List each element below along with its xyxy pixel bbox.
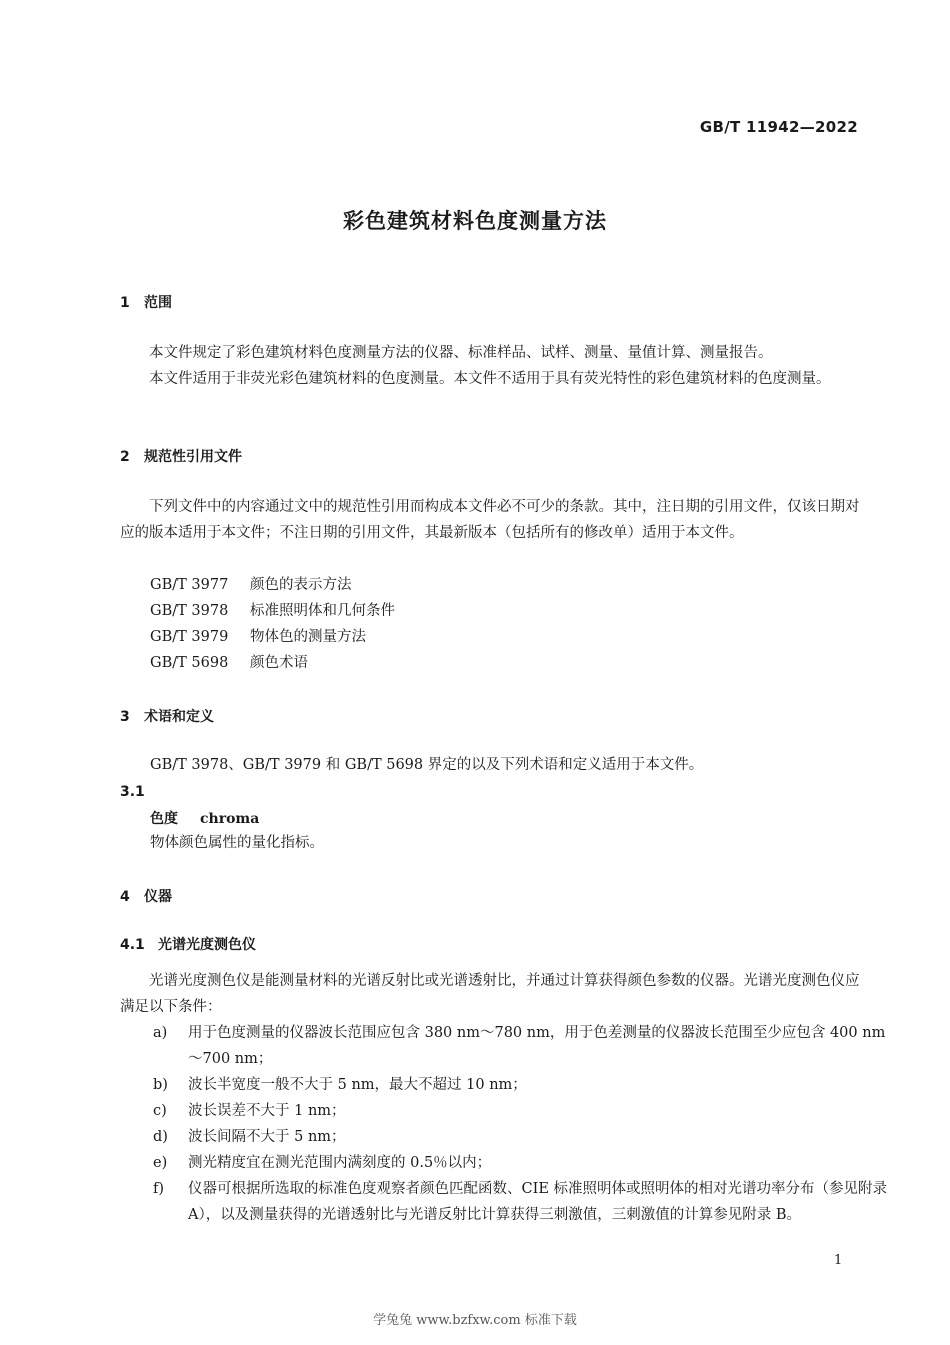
page-number: 1	[834, 1253, 843, 1268]
list-item	[153, 1150, 895, 1176]
reference-item	[150, 650, 308, 676]
reference-code: GB/T 3978	[150, 603, 229, 619]
term-heading	[150, 808, 259, 828]
list-label: a)	[153, 1025, 168, 1041]
section-3-heading	[120, 706, 214, 726]
instrument-paragraph: 光谱光度测色仪是能测量材料的光谱反射比或光谱透射比，并通过计算获得颜色参数的仪器。光谱光度测色仪应满足以下条件：	[120, 973, 860, 1015]
subsection-4-1-heading	[120, 934, 256, 954]
list-text: 仪器可根据所选取的标准色度观察者颜色匹配函数、CIE 标准照明体或照明体的相对光谱功率分布（参见附录 A），以及测量获得的光谱透射比与光谱反射比计算获得三刺激值，三刺激值的计算参见附录 B。	[188, 1181, 888, 1223]
section-title: 范围	[144, 295, 172, 311]
section-number: 3	[120, 709, 130, 725]
term-english: chroma	[200, 811, 260, 827]
standard-number: GB/T 11942—2022	[699, 118, 858, 136]
term-chinese: 色度	[150, 811, 178, 827]
term-number: 3.1	[120, 784, 145, 800]
document-title: 彩色建筑材料色度测量方法	[343, 209, 607, 233]
section-number: 1	[120, 295, 130, 311]
reference-code: GB/T 3977	[150, 577, 229, 593]
list-item	[153, 1020, 895, 1072]
list-label: c)	[153, 1103, 167, 1119]
list-item	[153, 1176, 895, 1228]
list-label: d)	[153, 1129, 168, 1145]
footer-watermark: 学兔兔 www.bzfxw.com 标准下载	[373, 1313, 577, 1328]
list-label: e)	[153, 1155, 168, 1171]
list-text: 用于色度测量的仪器波长范围应包含 380 nm～780 nm，用于色差测量的仪器波长范围至少应包含 400 nm～700 nm；	[188, 1025, 886, 1067]
reference-name: 颜色的表示方法	[250, 577, 352, 593]
section-2-heading	[120, 446, 242, 466]
section-title: 仪器	[144, 889, 172, 905]
section-4-heading	[120, 886, 172, 906]
section-title: 规范性引用文件	[144, 449, 242, 465]
term-definition: 物体颜色属性的量化指标。	[150, 835, 324, 851]
list-item	[153, 1072, 895, 1098]
reference-name: 标准照明体和几何条件	[250, 603, 395, 619]
reference-name: 物体色的测量方法	[250, 629, 366, 645]
list-text: 波长半宽度一般不大于 5 nm，最大不超过 10 nm；	[188, 1077, 527, 1093]
list-label: f)	[153, 1181, 165, 1197]
scope-paragraph-1: 本文件规定了彩色建筑材料色度测量方法的仪器、标准样品、试样、测量、量值计算、测量报告。	[149, 345, 773, 361]
list-label: b)	[153, 1077, 168, 1093]
list-text: 测光精度宜在测光范围内满刻度的 0.5％以内；	[188, 1155, 492, 1171]
section-title: 术语和定义	[144, 709, 214, 725]
reference-item	[150, 598, 395, 624]
section-number: 2	[120, 449, 130, 465]
subsection-number: 4.1	[120, 937, 145, 953]
list-item	[153, 1098, 895, 1124]
terms-intro-paragraph: GB/T 3978、GB/T 3979 和 GB/T 5698 界定的以及下列术语和定义适用于本文件。	[150, 757, 704, 773]
scope-paragraph-2: 本文件适用于非荧光彩色建筑材料的色度测量。本文件不适用于具有荧光特性的彩色建筑材料的色度测量。	[149, 371, 831, 387]
reference-item	[150, 624, 366, 650]
reference-item	[150, 572, 352, 598]
subsection-title: 光谱光度测色仪	[158, 937, 256, 953]
reference-code: GB/T 3979	[150, 629, 229, 645]
reference-name: 颜色术语	[250, 655, 308, 671]
section-number: 4	[120, 889, 130, 905]
list-item	[153, 1124, 895, 1150]
list-text: 波长误差不大于 1 nm；	[188, 1103, 346, 1119]
section-1-heading	[120, 292, 172, 312]
list-text: 波长间隔不大于 5 nm；	[188, 1129, 346, 1145]
reference-code: GB/T 5698	[150, 655, 229, 671]
normative-refs-paragraph: 下列文件中的内容通过文中的规范性引用而构成本文件必不可少的条款。其中，注日期的引用文件，仅该日期对应的版本适用于本文件；不注日期的引用文件，其最新版本（包括所有的修改单）适用于本文件。	[120, 499, 860, 541]
